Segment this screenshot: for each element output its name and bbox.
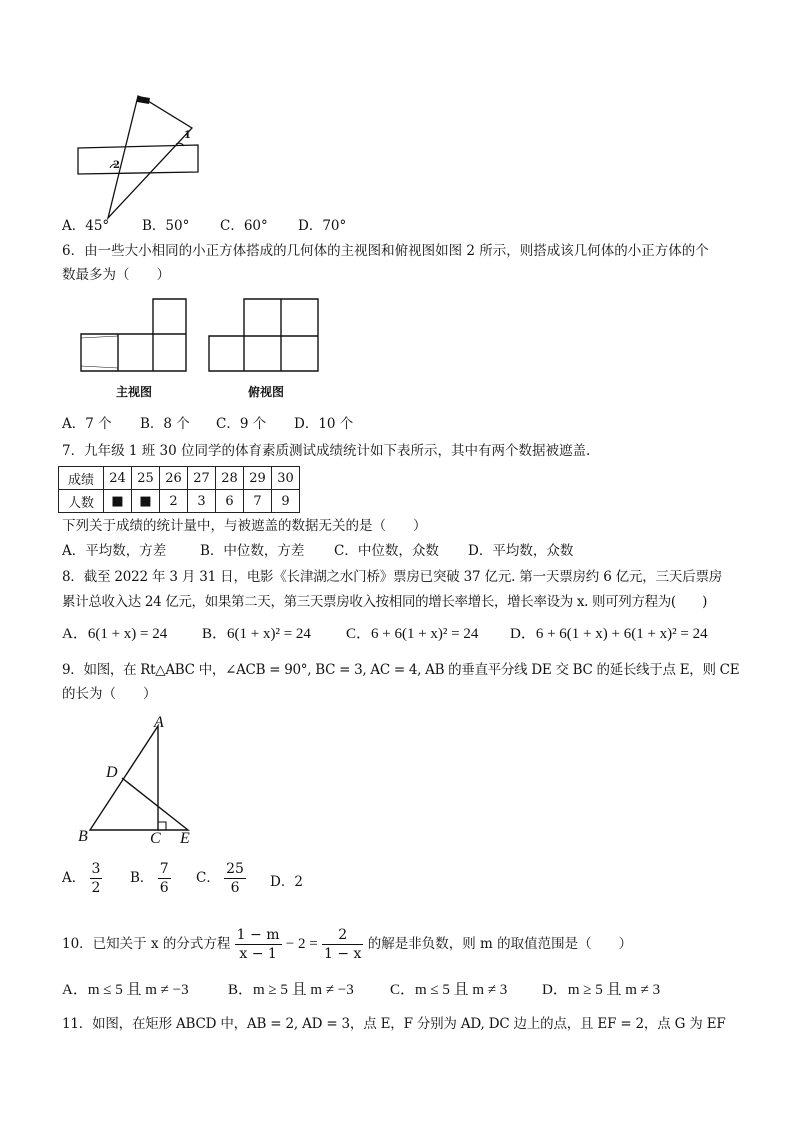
q7-score-table [58, 466, 300, 513]
q10-option-a: A．m ≤ 5 且 m ≠ −3 [62, 982, 189, 998]
q10-stem-mid: − 2 = [285, 936, 318, 952]
q6-option-c: C．9 个 [216, 416, 267, 432]
table-cell: 6 [216, 490, 244, 513]
denominator: 6 [159, 880, 169, 896]
q10-fraction-2 [322, 926, 363, 963]
denominator: 1 − x [324, 946, 362, 962]
q8-option-c: C．6 + 6(1 + x)² = 24 [346, 626, 479, 642]
q9-option-c-fraction [224, 860, 246, 897]
q10-fraction-1 [235, 926, 282, 963]
q5-angle-label-1: 1 [184, 130, 191, 141]
table-cell: 30 [272, 467, 300, 490]
q5-angle-label-2: 2 [113, 160, 120, 171]
denominator: 2 [91, 880, 101, 896]
q10-stem-prefix: 10．已知关于 x 的分式方程 [62, 936, 231, 952]
table-cell: 26 [160, 467, 188, 490]
q6-top-view-caption: 俯视图 [248, 385, 285, 399]
q7-stem-line1: 7．九年级 1 班 30 位同学的体育素质测试成绩统计如下表所示，其中有两个数据被遮盖. [62, 443, 591, 459]
q6-front-view [78, 296, 190, 382]
table-row [59, 490, 300, 513]
q8-option-d: D．6 + 6(1 + x) + 6(1 + x)² = 24 [510, 626, 708, 642]
q6-front-view-caption: 主视图 [116, 385, 153, 399]
table-cell: 28 [216, 467, 244, 490]
q7-option-d: D．平均数，众数 [468, 543, 574, 559]
numerator: 3 [91, 861, 101, 877]
q8-stem-line1: 8．截至 2022 年 3 月 31 日，电影《长津湖之水门桥》票房已突破 37 亿元. 第一天票房约 6 亿元，三天后票房 [62, 569, 723, 585]
q9-point-c: C [150, 830, 161, 847]
q7-stem-line2: 下列关于成绩的统计量中，与被遮盖的数据无关的是（ ） [62, 518, 427, 534]
table-cell-covered: ■ [132, 490, 160, 513]
q9-option-b [130, 860, 171, 897]
q8-stem-line2: 累计总收入达 24 亿元，如果第二天，第三天票房收入按相同的增长率增长，增长率设为 x. 则可列方程为( ) [62, 594, 708, 610]
q8-option-b: B．6(1 + x)² = 24 [202, 626, 311, 642]
table-head-count: 人数 [59, 490, 104, 513]
table-cell: 3 [188, 490, 216, 513]
q9-option-b-label: B． [130, 870, 154, 886]
q7-option-a: A．平均数，方差 [62, 543, 167, 559]
q11-stem-line1: 11．如图，在矩形 ABCD 中，AB = 2, AD = 3，点 E，F 分别为 AD, DC 边上的点，且 EF = 2，点 G 为 EF [62, 1016, 726, 1032]
q9-option-c-label: C． [196, 870, 220, 886]
numerator: 25 [226, 861, 244, 877]
q9-point-e: E [180, 830, 190, 847]
q6-stem-line2: 数最多为（ ） [62, 267, 170, 283]
table-cell: 9 [272, 490, 300, 513]
numerator: 1 − m [236, 927, 280, 943]
q9-point-d: D [106, 764, 118, 781]
q10-stem [62, 926, 632, 963]
q10-option-c: C．m ≤ 5 且 m ≠ 3 [390, 982, 508, 998]
q10-option-d: D．m ≥ 5 且 m ≠ 3 [542, 982, 661, 998]
q6-option-a: A．7 个 [62, 416, 112, 432]
q9-option-a-label: A． [62, 870, 86, 886]
table-cell: 2 [160, 490, 188, 513]
table-cell-covered: ■ [104, 490, 132, 513]
table-cell: 7 [244, 490, 272, 513]
q9-option-a [62, 860, 102, 897]
q5-option-d: D．70° [298, 218, 347, 234]
q7-option-b: B．中位数，方差 [200, 543, 305, 559]
table-cell: 29 [244, 467, 272, 490]
q9-stem-line2: 的长为（ ） [62, 686, 157, 702]
table-cell: 25 [132, 467, 160, 490]
numerator: 2 [322, 926, 363, 945]
q9-option-c [196, 860, 246, 897]
q6-option-d: D．10 个 [294, 416, 354, 432]
q5-option-c: C．60° [220, 218, 268, 234]
q8-option-a: A．6(1 + x) = 24 [62, 626, 168, 642]
q5-figure [70, 90, 210, 220]
q10-stem-suffix: 的解是非负数，则 m 的取值范围是（ ） [367, 936, 633, 952]
q9-point-a: A [154, 714, 164, 731]
table-head-score: 成绩 [59, 467, 104, 490]
q5-option-b: B．50° [142, 218, 190, 234]
q6-stem-line1: 6．由一些大小相同的小正方体搭成的几何体的主视图和俯视图如图 2 所示，则搭成该几何体的小正方体的个 [62, 243, 709, 259]
q9-option-a-fraction [90, 860, 103, 897]
table-cell: 27 [188, 467, 216, 490]
q9-option-d: D．2 [270, 874, 303, 890]
table-cell: 24 [104, 467, 132, 490]
q6-option-b: B．8 个 [140, 416, 190, 432]
q9-option-b-fraction [158, 860, 171, 897]
q9-stem-line1: 9．如图，在 Rt△ABC 中，∠ACB = 90°, BC = 3, AC = 4, AB 的垂直平分线 DE 交 BC 的延长线于点 E，则 CE [62, 662, 740, 678]
denominator: 6 [230, 880, 240, 896]
q6-top-view [206, 296, 322, 382]
numerator: 7 [159, 861, 169, 877]
q7-option-c: C．中位数，众数 [334, 543, 439, 559]
q10-option-b: B．m ≥ 5 且 m ≠ −3 [228, 982, 354, 998]
denominator: x − 1 [239, 946, 277, 962]
table-row [59, 467, 300, 490]
q9-point-b: B [78, 828, 88, 845]
q5-option-a: A．45° [62, 218, 110, 234]
